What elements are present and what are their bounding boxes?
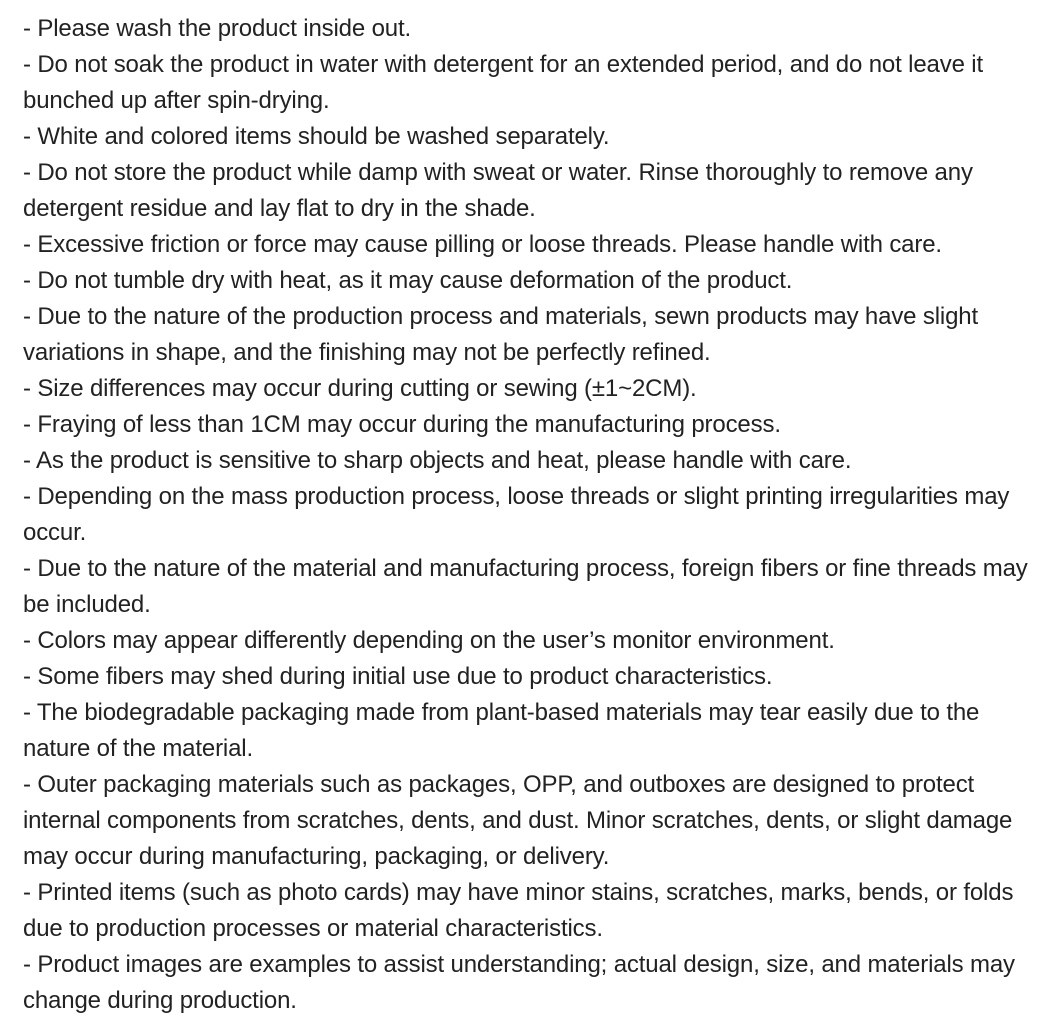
notice-item: - Excessive friction or force may cause pilling or loose threads. Please handle with care. — [23, 231, 942, 258]
notice-item: - Do not tumble dry with heat, as it may cause deformation of the product. — [23, 267, 793, 294]
notice-item: - Printed items (such as photo cards) may have minor stains, scratches, marks, bends, or folds due to production processes or material characteristics. — [23, 879, 1014, 942]
notice-item: - As the product is sensitive to sharp objects and heat, please handle with care. — [23, 447, 852, 474]
notice-item: - White and colored items should be washed separately. — [23, 123, 610, 150]
notice-item: - Product images are examples to assist understanding; actual design, size, and materials may change during production. — [23, 951, 1015, 1014]
notice-item: - Outer packaging materials such as packages, OPP, and outboxes are designed to protect internal components from scratches, dents, and dust. Minor scratches, dents, or slight damage may occur during manufacturing, packaging, or delivery. — [23, 771, 1013, 870]
notice-item: - Colors may appear differently depending on the user’s monitor environment. — [23, 627, 835, 654]
notice-item: - Due to the nature of the material and manufacturing process, foreign fibers or fine threads may be included. — [23, 555, 1028, 618]
notice-item: - The biodegradable packaging made from plant-based materials may tear easily due to the nature of the material. — [23, 699, 980, 762]
notice-item: - Please wash the product inside out. — [23, 15, 412, 42]
notice-item: - Due to the nature of the production process and materials, sewn products may have slight variations in shape, and the finishing may not be perfectly refined. — [23, 303, 979, 366]
notice-item: - Do not store the product while damp with sweat or water. Rinse thoroughly to remove any detergent residue and lay flat to dry in the shade. — [23, 159, 973, 222]
notice-item: - Size differences may occur during cutting or sewing (±1~2CM). — [23, 375, 697, 402]
notice-item: - Fraying of less than 1CM may occur during the manufacturing process. — [23, 411, 781, 438]
notice-item: - Do not soak the product in water with detergent for an extended period, and do not leave it bunched up after spin-drying. — [23, 51, 983, 114]
notice-item: - Depending on the mass production process, loose threads or slight printing irregularities may occur. — [23, 483, 1010, 546]
notice-item: - Some fibers may shed during initial use due to product characteristics. — [23, 663, 773, 690]
